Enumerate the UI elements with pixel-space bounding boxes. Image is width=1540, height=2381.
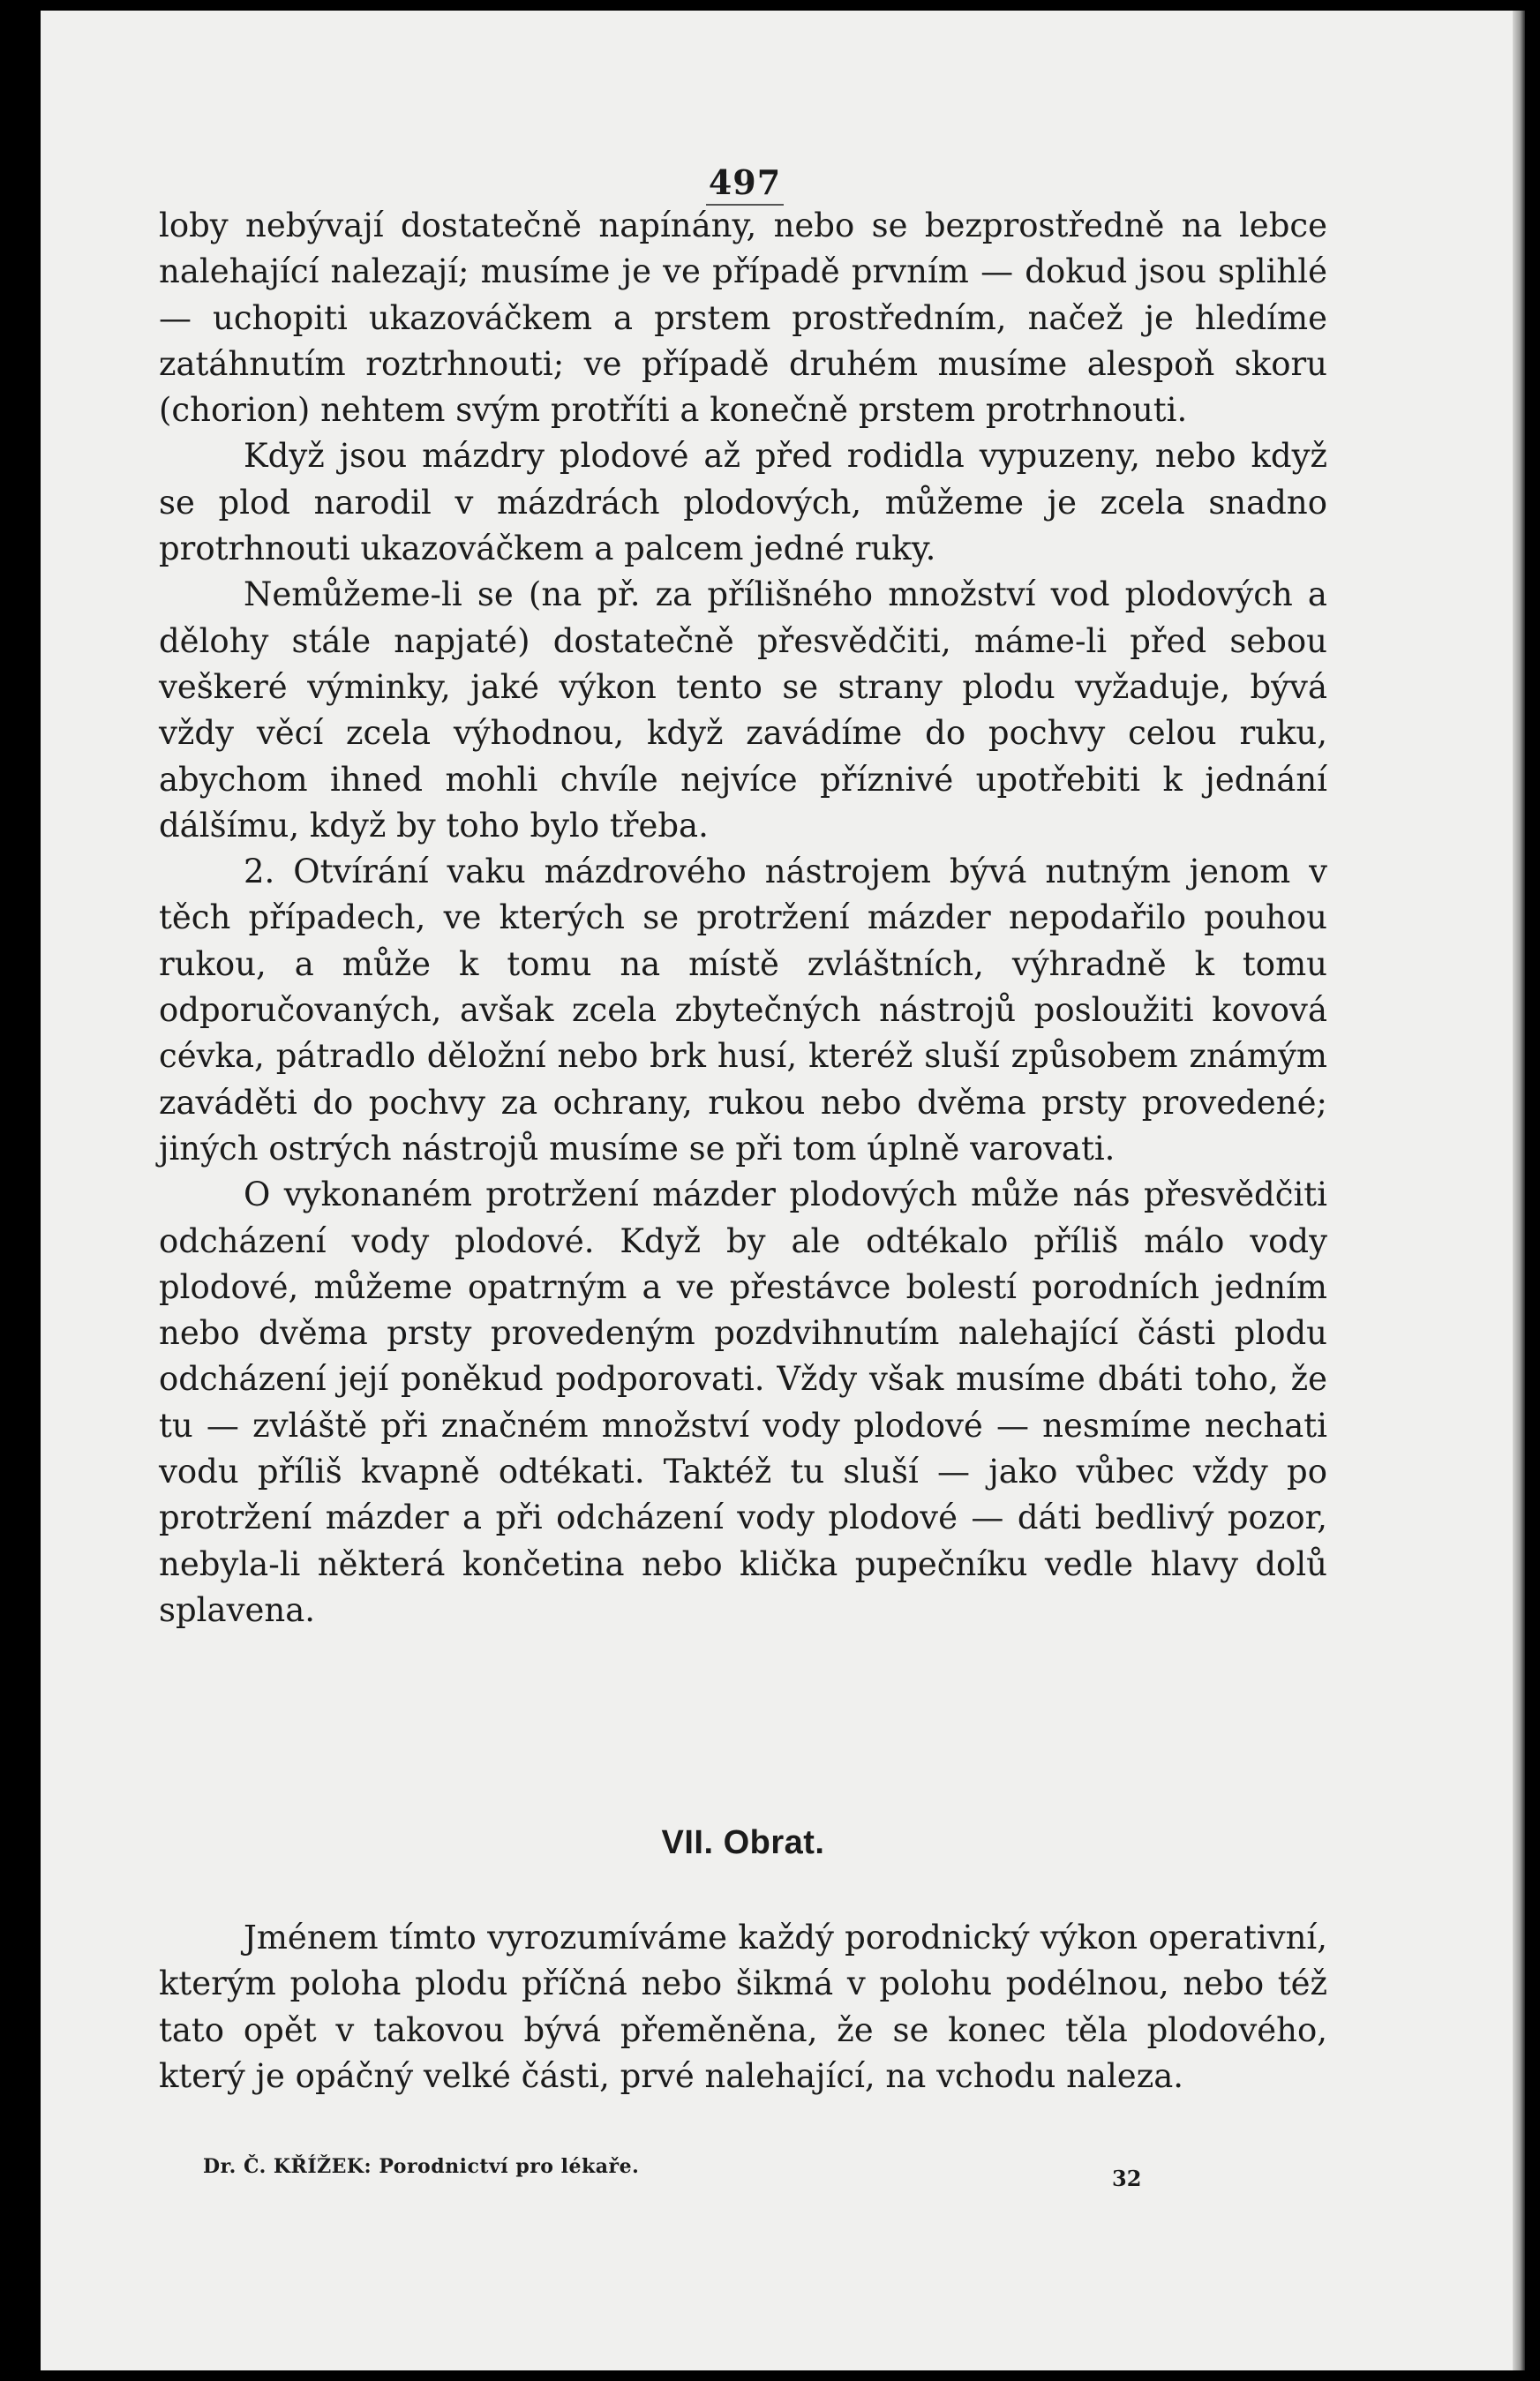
- section-text-block: [159, 1915, 1327, 2099]
- page-edge-shadow: [1513, 11, 1525, 2370]
- book-page: [41, 11, 1513, 2370]
- main-text-block: [159, 203, 1327, 1634]
- page-footer: [159, 2153, 1327, 2189]
- page-number: 497: [683, 162, 807, 202]
- section-heading: VII. Obrat.: [661, 1824, 825, 1861]
- footer-author-line: Dr. Č. KŘÍŽEK: Porodnictví pro lékaře.: [203, 2155, 640, 2178]
- paragraph-2: Když jsou mázdry plodové až před rodidla vypuzeny, nebo když se plod narodil v mázdrách plodových, můžeme je zcela snadno protrhnouti ukazováčkem a palcem jedné ruky.: [159, 437, 1327, 568]
- paragraph-3: Nemůžeme-li se (na př. za přílišného množství vod plodových a dělohy stále napjaté) dostatečně přesvědčiti, máme-li před sebou veškeré výminky, jaké výkon tento se strany plodu vyžaduje, bývá vždy věcí zcela výhodnou, když zavádíme do pochvy celou ruku, abychom ihned mohli chvíle nejvíce příznivé upotřebiti k jednání dálšímu, když by toho bylo třeba.: [159, 575, 1327, 845]
- paragraph-1: loby nebývají dostatečně napínány, nebo se bezprostředně na lebce nalehající nalezají; musíme je ve případě prvním — dokud jsou splihlé — uchopiti ukazováčkem a prstem prostředním, načež je hledíme zatáhnutím roztrhnouti; ve případě druhém musíme alespoň skoru (chorion) nehtem svým protříti a konečně prstem protrhnouti.: [159, 207, 1327, 430]
- paragraph-4: 2. Otvírání vaku mázdrového nástrojem bývá nutným jenom v těch případech, ve kterých se protržení mázder nepodařilo pouhou rukou, a může k tomu na místě zvláštních, výhradně k tomu odporučovaných, avšak zcela zbytečných nástrojů posloužiti kovová cévka, pátradlo děložní nebo brk husí, kteréž sluší způsobem známým zaváděti do pochvy za ochrany, rukou nebo dvěma prsty provedené; jiných ostrých nástrojů musíme se při tom úplně varovati.: [159, 853, 1327, 1168]
- section-paragraph-1: Jménem tímto vyrozumíváme každý porodnický výkon operativní, kterým poloha plodu příčná nebo šikmá v polohu podélnou, nebo též tato opět v takovou bývá přeměněna, že se konec těla plodového, který je opáčný velké části, prvé nalehající, na vchodu naleza.: [159, 1919, 1327, 2095]
- paragraph-5: O vykonaném protržení mázder plodových může nás přesvědčiti odcházení vody plodové. Když by ale odtékalo příliš málo vody plodové, můžeme opatrným a ve přestávce bolestí porodních jedním nebo dvěma prsty provedeným pozdvihnutím nalehající části plodu odcházení její poněkud podporovati. Vždy však musíme dbáti toho, že tu — zvláště při značném množství vody plodové — nesmíme nechati vodu příliš kvapně odtékati. Taktéž tu sluší — jako vůbec vždy po protržení mázder a při odcházení vody plodové — dáti bedlivý pozor, nebyla-li některá končetina nebo klička pupečníku vedle hlavy dolů splavena.: [159, 1175, 1327, 1629]
- footer-signature-mark: 32: [1112, 2166, 1142, 2191]
